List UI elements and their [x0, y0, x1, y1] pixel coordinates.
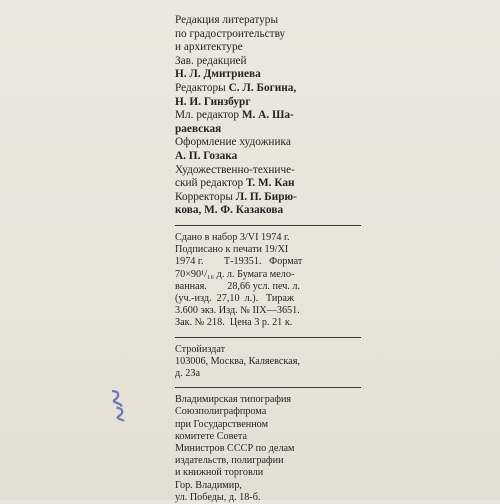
imprint-line: 1974 г. Т-19351. Формат	[175, 256, 303, 268]
printer-line: и книжной торговли	[175, 467, 264, 479]
divider	[175, 225, 361, 226]
junior-editor-name-cont: раевская	[175, 122, 222, 135]
divider	[175, 337, 361, 338]
divider	[175, 387, 361, 388]
imprint-line: 70×90¹/₁₆ д. л. Бумага мело-	[175, 268, 295, 280]
editorial-line: Редакция литературы	[175, 14, 279, 26]
tech-editor-name: Т. М. Кан	[245, 177, 295, 190]
publisher-address: д. 23а	[175, 367, 200, 379]
editors-label: Редакторы	[175, 81, 226, 94]
design-label: Оформление художника	[175, 136, 291, 149]
editor-name: Н. И. Гинзбург	[175, 95, 251, 108]
designer-name: А. П. Гозака	[175, 149, 238, 162]
imprint-block	[175, 232, 365, 330]
editorial-line: и архитектуре	[175, 41, 243, 54]
printer-city: Гор. Владимир,	[175, 479, 242, 491]
editorial-line: по градостроительству	[175, 27, 286, 40]
printer-line: при Государственном	[175, 418, 269, 430]
junior-editor-name: М. А. Ша-	[241, 109, 294, 122]
publisher-name: Стройиздат	[175, 343, 226, 355]
head-editor-label: Зав. редакцией	[175, 54, 247, 67]
junior-editor-label: Мл. редактор	[175, 109, 240, 122]
imprint-line: Зак. № 218. Цена 3 р. 21 к.	[175, 317, 293, 329]
imprint-line: (уч.-изд. 27,10 л.). Тираж	[175, 292, 294, 304]
printer-block	[175, 394, 365, 504]
proofreaders-label: Корректоры	[175, 190, 233, 203]
printer-line: комитете Совета	[175, 430, 247, 442]
proofreader-name: Л. П. Бирю-	[235, 190, 297, 203]
imprint-line: Сдано в набор 3/VI 1974 г.	[175, 231, 290, 243]
publisher-block	[175, 344, 365, 381]
proofreader-name-cont: кова, М. Ф. Казакова	[175, 204, 284, 217]
tech-editor-label: Художественно-техниче-	[175, 163, 295, 176]
printer-line: Министров СССР по делам	[175, 442, 295, 454]
head-editor-name: Н. Л. Дмитриева	[175, 68, 261, 81]
editor-name: С. Л. Богина,	[228, 81, 297, 94]
tech-editor-label-cont: ский редактор	[175, 177, 244, 190]
imprint-line: 3.600 экз. Изд. № IIХ—3651.	[175, 305, 300, 317]
printer-address: ул. Победы, д. 18-б.	[175, 491, 261, 503]
printer-line: издательств, полиграфии	[175, 455, 284, 467]
printer-line: Союзполиграфпрома	[175, 406, 267, 418]
publisher-address: 103006, Москва, Каляевская,	[175, 355, 300, 367]
colophon	[175, 14, 365, 504]
imprint-line: ванная. 28,66 усл. печ. л.	[175, 280, 301, 292]
printer-line: Владимирская типография	[175, 394, 292, 406]
imprint-line: Подписано к печати 19/XI	[175, 244, 289, 256]
